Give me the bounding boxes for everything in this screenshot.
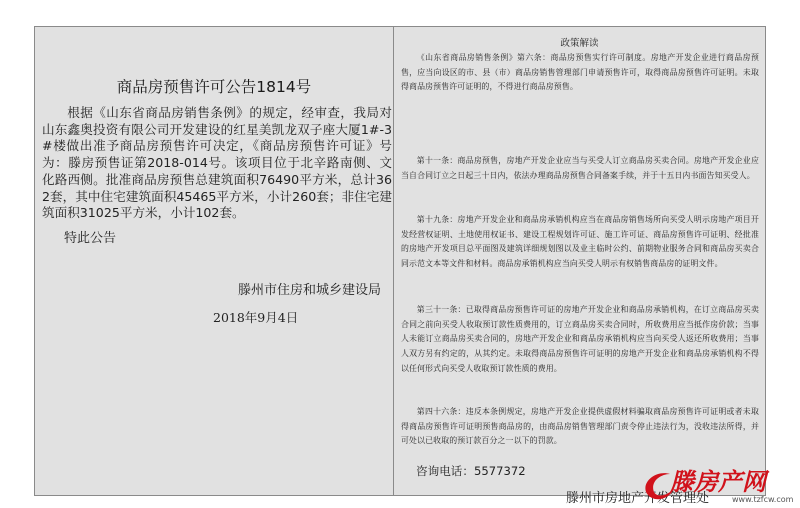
policy-issuer: 滕州市房地产开发管理处 — [566, 491, 710, 506]
consult-phone: 咨询电话：5577372 — [416, 464, 526, 478]
watermark-brand: 滕房产网 — [670, 467, 766, 496]
notice-closing: 特此公告 — [64, 231, 117, 246]
policy-article-11: 第十一条：商品房预售，房地产开发企业应当与买受人订立商品房买卖合同。房地产开发企业应当自合同订立之日起三十日内，依法办理商品房预售合同备案手续，并于十五日内书面告知买受人。 — [401, 156, 759, 180]
policy-header: 政策解读 — [560, 38, 599, 49]
notice-issuer: 滕州市住房和城乡建设局 — [237, 283, 381, 298]
notice-body: 根据《山东省商品房销售条例》的规定，经审查，我局对山东鑫奥投资有限公司开发建设的红星美凯龙双子座大厦1#-3#楼做出准予商品房预售许可决定，《商品房预售许可证》号为：滕房预售证第2018-014号。该项目位于北辛路南侧、文化路西侧。批准商品房预售总建筑面积76490平方米，总计362套，其中住宅建筑面积45465平方米，小计260套；非住宅建筑面积31025平方米，小计102套。 — [42, 105, 392, 221]
policy-article-6: 《山东省商品房销售条例》第六条：商品房预售实行许可制度。房地产开发企业进行商品房预售，应当向设区的市、县（市）商品房销售管理部门申请预售许可，取得商品房预售许可证明。未取得商品房预售许可证明的，不得进行商品房预售。 — [401, 53, 759, 92]
policy-article-19: 第十九条：房地产开发企业和商品房承销机构应当在商品房销售场所向买受人明示房地产项目开发经营权证明、土地使用权证书、建设工程规划许可证、施工许可证、商品房预售许可证明、经批准的房地产开发项目总平面图及建筑详细规划图以及业主临时公约、前期物业服务合同和商品房买卖合同示范文本等文件和材料。商品房承销机构应当向买受人明示有权销售商品房的证明文件。 — [401, 215, 759, 269]
notice-date: 2018年9月4日 — [213, 310, 299, 325]
policy-article-46: 第四十六条：违反本条例规定，房地产开发企业提供虚假材料骗取商品房预售许可证明或者未取得商品房预售许可证明预售商品房的，由商品房销售管理部门责令停止违法行为，没收违法所得，并可处以已收取的预订款百分之一以下的罚款。 — [401, 407, 759, 446]
notice-title: 商品房预售许可公告1814号 — [116, 78, 312, 96]
presale-notice-panel — [34, 26, 394, 496]
site-watermark — [640, 462, 800, 508]
policy-article-31: 第三十一条：已取得商品房预售许可证的房地产开发企业和商品房承销机构，在订立商品房买卖合同之前向买受人收取预订款性质费用的，订立商品房买卖合同时，所收费用应当抵作房价款；当事人未能订立商品房买卖合同的，房地产开发企业和商品房承销机构应当向买受人返还所收费用；当事人双方另有约定的，从其约定。未取得商品房预售许可证明的房地产开发企业和商品房承销机构不得以任何形式向买受人收取预订款性质的费用。 — [401, 305, 759, 373]
watermark-url: www.tzfcw.com — [732, 495, 794, 504]
